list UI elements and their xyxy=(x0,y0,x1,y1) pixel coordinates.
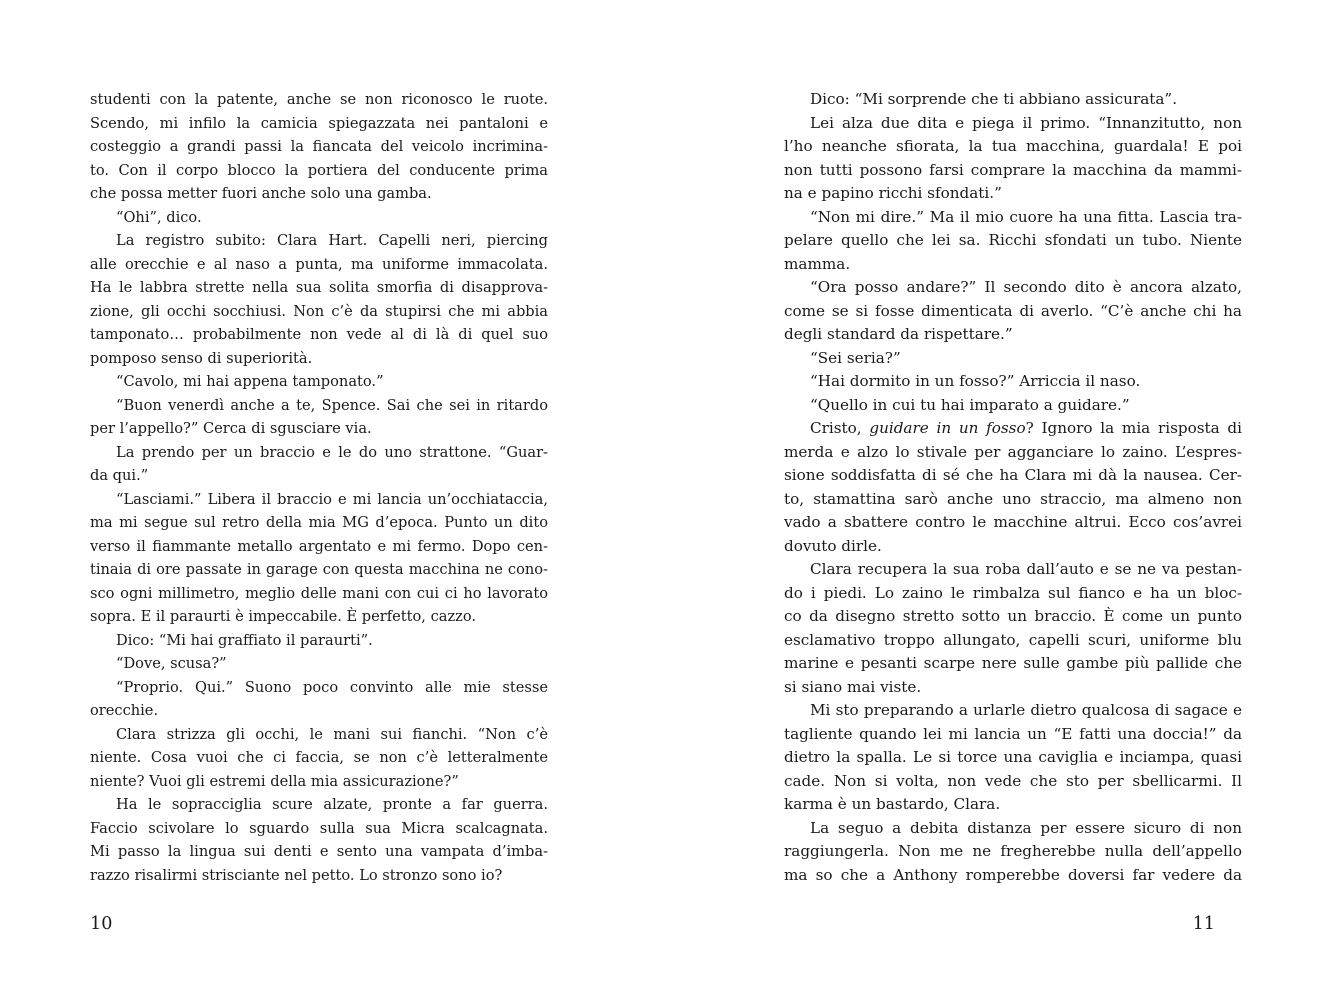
text-line: non tutti possono farsi comprare la macchina da mammi- xyxy=(784,160,1242,179)
text-line: Mi passo la lingua sui denti e sento una vampata d’imba- xyxy=(90,843,548,860)
text-line: do i piedi. Lo zaino le rimbalza sul fianco e ha un bloc- xyxy=(784,583,1242,602)
text-line: “Quello in cui tu hai imparato a guidare.” xyxy=(810,395,1130,414)
left-page xyxy=(0,0,666,1000)
text-line: sopra. E il paraurti è impeccabile. È perfetto, cazzo. xyxy=(90,608,477,625)
right-page xyxy=(667,0,1333,1000)
left-page-number: 10 xyxy=(90,914,113,934)
text-line: alle orecchie e al naso a punta, ma uniforme immacolata. xyxy=(90,255,548,273)
text-line: “Dove, scusa?” xyxy=(116,655,227,672)
text-line: co da disegno stretto sotto un braccio. È come un punto xyxy=(784,607,1242,625)
text-line: verso il fiammante metallo argentato e mi fermo. Dopo cen- xyxy=(90,537,548,555)
text-line: studenti con la patente, anche se non riconosco le ruote. xyxy=(90,91,548,108)
text-line: Clara recupera la sua roba dall’auto e se ne va pestan- xyxy=(810,560,1242,578)
text-line: “Hai dormito in un fosso?” Arriccia il naso. xyxy=(810,372,1141,390)
text-line: zione, gli occhi socchiusi. Non c’è da stupirsi che mi abbia xyxy=(90,302,548,320)
text-line: da qui.” xyxy=(90,467,149,484)
right-page-text xyxy=(784,88,1242,887)
text-line: “Non mi dire.” Ma il mio cuore ha una fitta. Lascia tra- xyxy=(810,207,1242,226)
text-line: cade. Non si volta, non vede che sto per sbellicarmi. Il xyxy=(784,771,1242,790)
left-page-text xyxy=(90,88,548,887)
text-line: niente? Vuoi gli estremi della mia assicurazione?” xyxy=(90,772,459,790)
text-line: “Cavolo, mi hai appena tamponato.” xyxy=(116,373,384,390)
text-line: Mi sto preparando a urlarle dietro qualcosa di sagace e xyxy=(810,701,1242,719)
text-line: “Proprio. Qui.” Suono poco convinto alle mie stesse xyxy=(116,678,548,696)
text-line: La prendo per un braccio e le do uno strattone. “Guar- xyxy=(116,443,548,461)
text-line: merda e alzo lo stivale per agganciare lo zaino. L’espres- xyxy=(784,442,1242,461)
text-line: raggiungerla. Non me ne fregherebbe nulla dell’appello xyxy=(784,842,1242,860)
text-line: vado a sbattere contro le macchine altrui. Ecco cos’avrei xyxy=(784,513,1242,531)
text-line: tamponato… probabilmente non vede al di là di quel suo xyxy=(90,326,548,343)
text-line: mamma. xyxy=(784,254,851,273)
text-line: orecchie. xyxy=(90,702,159,719)
text-line: marine e pesanti scarpe nere sulle gambe più pallide che xyxy=(784,654,1242,672)
text-line: pelare quello che lei sa. Ricchi sfondati un tubo. Niente xyxy=(784,231,1242,249)
text-line: “Sei seria?” xyxy=(810,348,901,367)
text-line: si siano mai viste. xyxy=(784,677,922,696)
text-line: tinaia di ore passate in garage con questa macchina ne cono- xyxy=(90,561,548,578)
text-line: razzo risalirmi strisciante nel petto. Lo stronzo sono io? xyxy=(90,866,503,884)
text-line: tagliente quando lei mi lancia un “E fatti una doccia!” da xyxy=(784,724,1242,743)
text-line: pomposo senso di superiorità. xyxy=(90,349,313,367)
text-line: ma so che a Anthony romperebbe doversi far vedere da xyxy=(784,865,1242,884)
text-line: “Lasciami.” Libera il braccio e mi lancia un’occhiataccia, xyxy=(116,490,548,508)
text-line: dietro la spalla. Le si torce una caviglia e inciampa, quasi xyxy=(784,748,1242,766)
text-line: La registro subito: Clara Hart. Capelli neri, piercing xyxy=(116,232,548,249)
text-line: “Ohi”, dico. xyxy=(116,208,202,226)
text-line: l’ho neanche sfiorata, la tua macchina, guardala! E poi xyxy=(784,137,1242,155)
text-line: niente. Cosa vuoi che ci faccia, se non c’è letteralmente xyxy=(90,749,548,766)
text-line: La seguo a debita distanza per essere sicuro di non xyxy=(810,818,1242,837)
text-line: karma è un bastardo, Clara. xyxy=(784,795,1001,813)
text-line: per l’appello?” Cerca di sgusciare via. xyxy=(90,420,372,437)
text-line: sione soddisfatta di sé che ha Clara mi dà la nausea. Cer- xyxy=(784,466,1242,484)
text-line: “Ora posso andare?” Il secondo dito è ancora alzato, xyxy=(810,278,1242,296)
text-line: Ha le labbra strette nella sua solita smorfia di disapprova- xyxy=(90,279,548,296)
text-line: na e papino ricchi sfondati.” xyxy=(784,184,1002,202)
text-line: che possa metter fuori anche solo una gamba. xyxy=(90,185,432,202)
text-line: to. Con il corpo blocco la portiera del conducente prima xyxy=(90,161,548,179)
text-line: costeggio a grandi passi la fiancata del veicolo incrimina- xyxy=(90,138,548,155)
text-line: Dico: “Mi hai graffiato il paraurti”. xyxy=(116,631,373,649)
text-line xyxy=(784,417,1242,441)
text-line: Lei alza due dita e piega il primo. “Innanzitutto, non xyxy=(810,113,1242,132)
italic-text: guidare in un fosso xyxy=(869,419,1026,437)
text-line: Dico: “Mi sorprende che ti abbiano assicurata”. xyxy=(810,90,1178,108)
text-line: dovuto dirle. xyxy=(784,536,882,555)
text-line: to, stamattina sarò anche uno straccio, ma almeno non xyxy=(784,489,1242,508)
text-segment: ? Ignoro la mia risposta di xyxy=(1025,419,1242,437)
text-segment: Cristo, xyxy=(810,419,870,437)
text-line: Faccio scivolare lo sguardo sulla sua Micra scalcagnata. xyxy=(90,819,548,837)
text-line: Scendo, mi infilo la camicia spiegazzata nei pantaloni e xyxy=(90,114,548,132)
text-line: “Buon venerdì anche a te, Spence. Sai che sei in ritardo xyxy=(116,396,548,414)
text-line: degli standard da rispettare.” xyxy=(784,325,1013,343)
text-line: come se si fosse dimenticata di averlo. “C’è anche chi ha xyxy=(784,301,1242,320)
text-line: sco ogni millimetro, meglio delle mani con cui ci ho lavorato xyxy=(90,584,548,602)
text-line: esclamativo troppo allungato, capelli scuri, uniforme blu xyxy=(784,630,1242,649)
text-line: Ha le sopracciglia scure alzate, pronte a far guerra. xyxy=(116,796,548,813)
text-line: ma mi segue sul retro della mia MG d’epoca. Punto un dito xyxy=(90,514,548,531)
right-page-number: 11 xyxy=(1192,914,1215,934)
text-line: Clara strizza gli occhi, le mani sui fianchi. “Non c’è xyxy=(116,725,548,743)
